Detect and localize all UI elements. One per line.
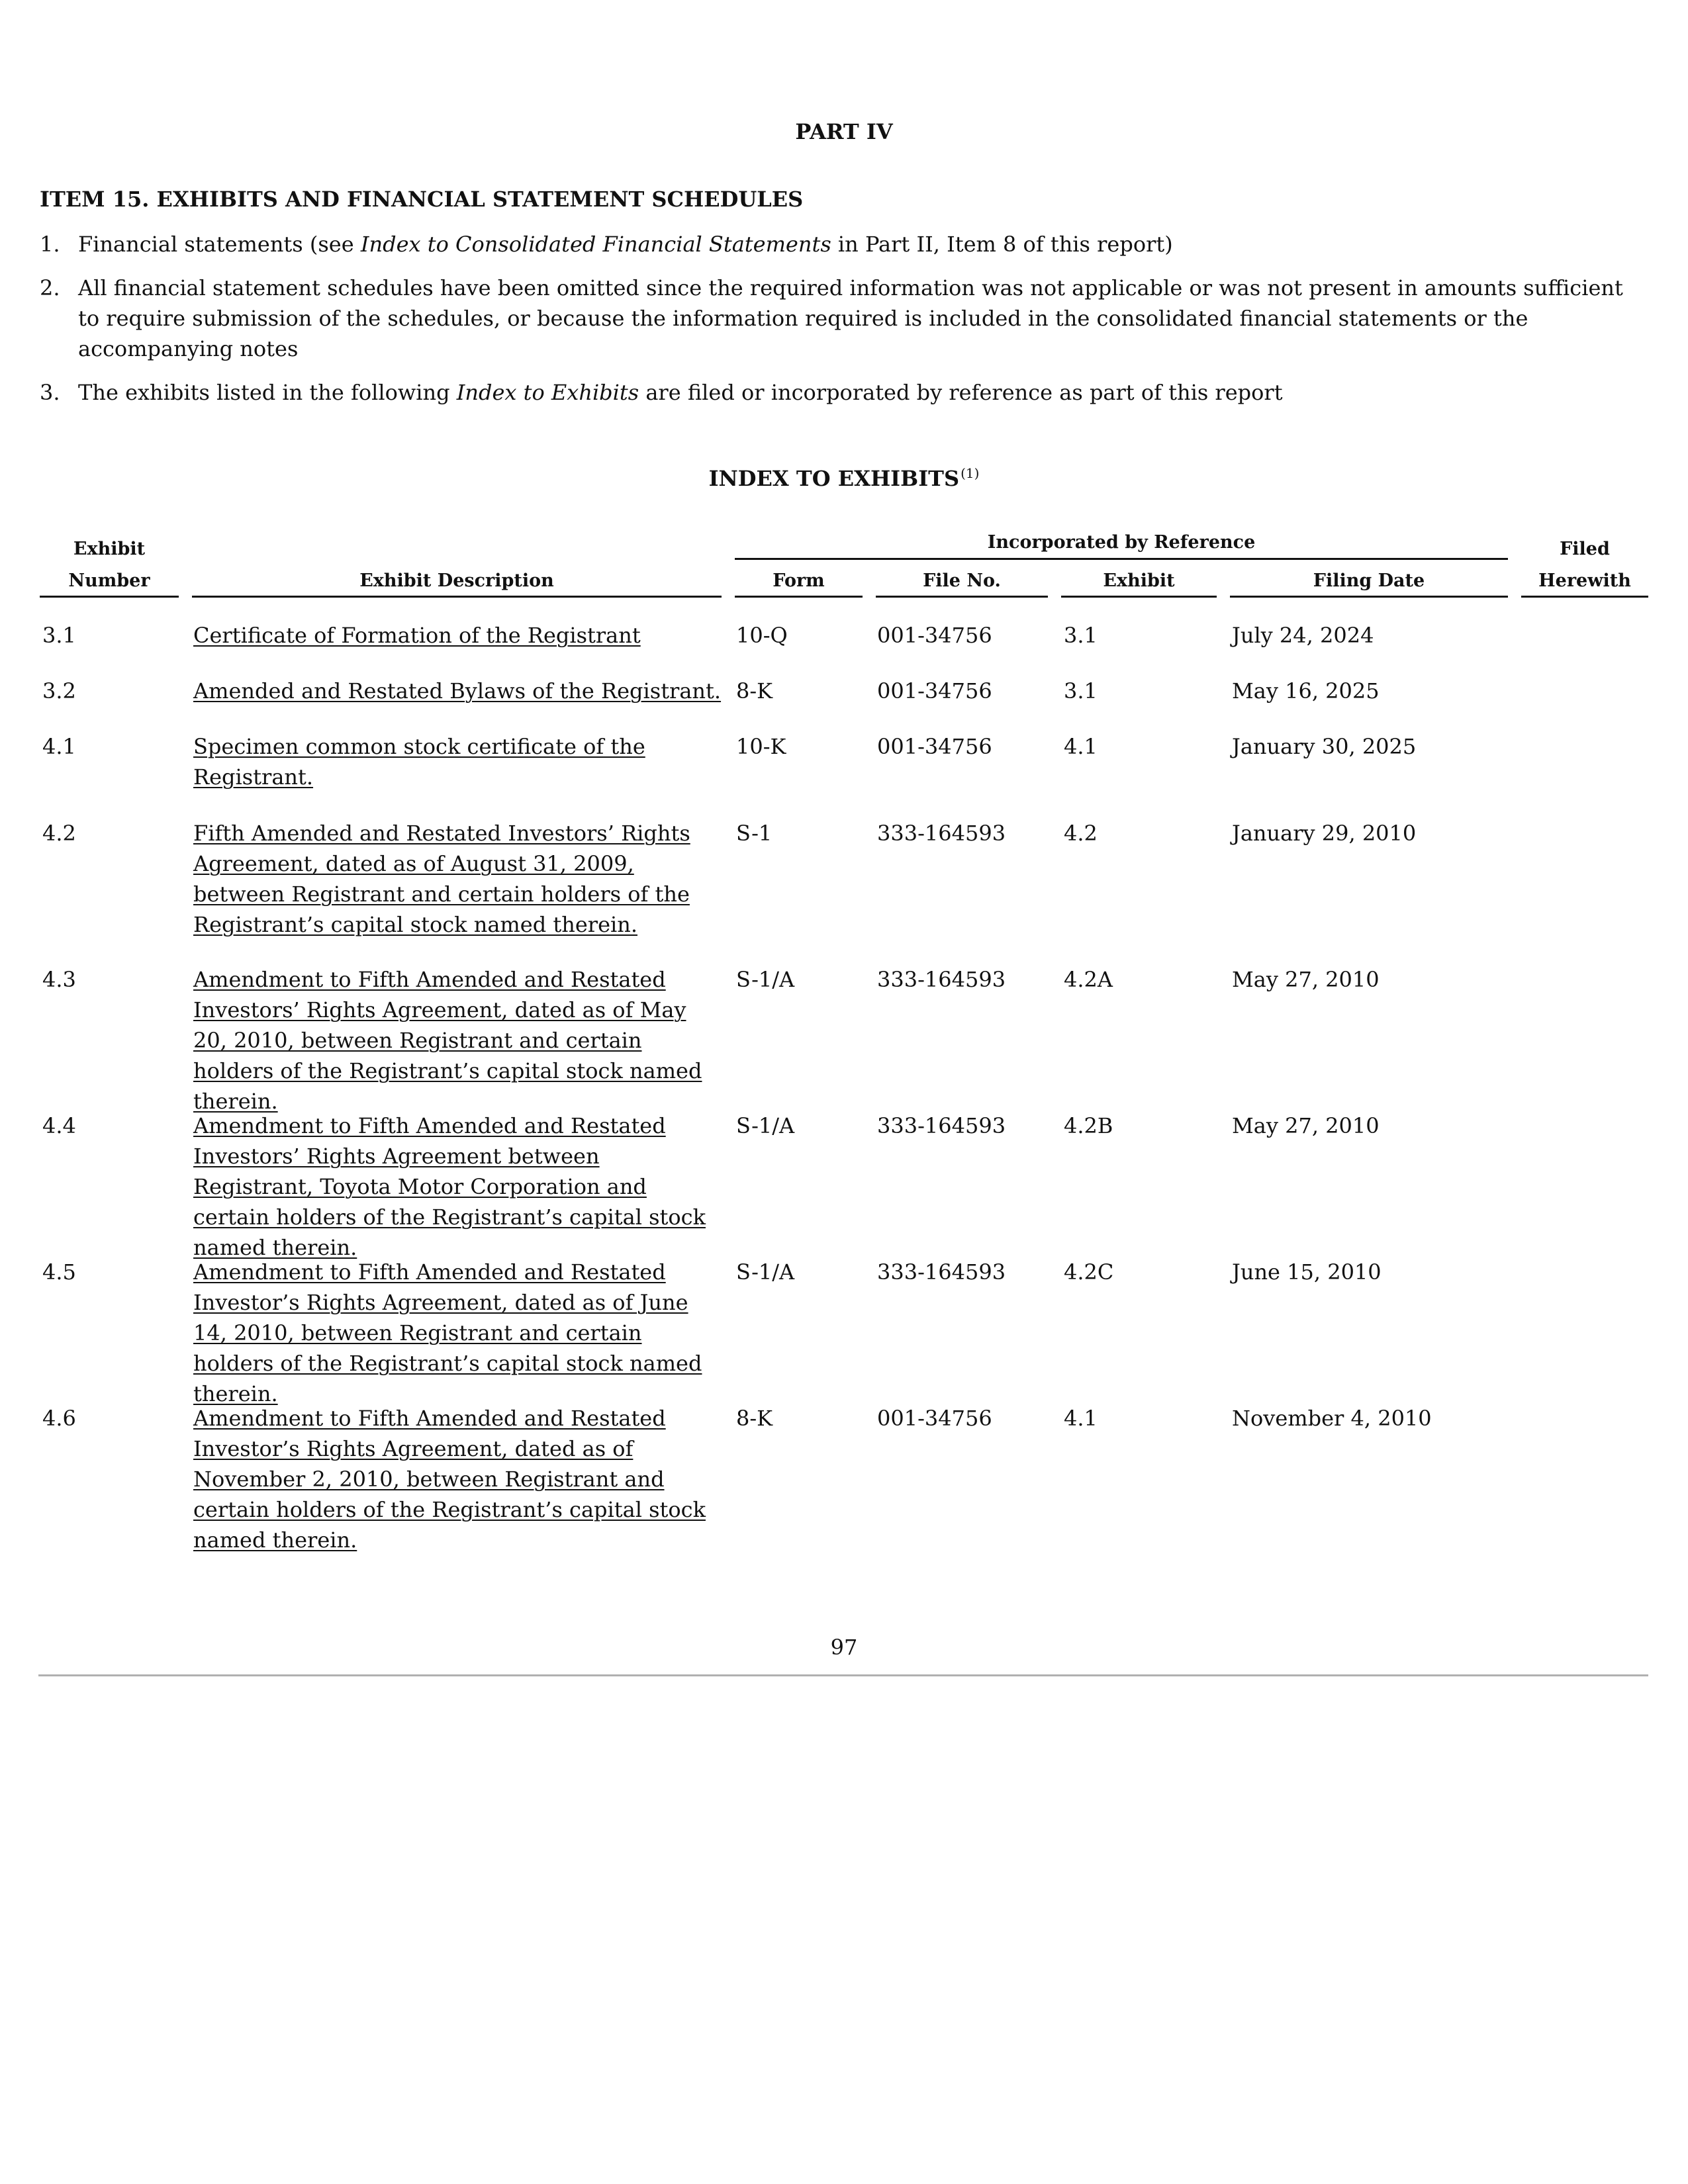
header-rule: [192, 596, 722, 598]
index-title-text: INDEX TO EXHIBITS: [708, 466, 960, 491]
file-no: 333-164593: [877, 1113, 1006, 1138]
exhibit-description-link[interactable]: Amendment to Fifth Amended and Restated Investor’s Rights Agreement, dated as of June 14, 2010, between Registrant and certain holders of the Registrant’s capital stock named therein.: [193, 1259, 702, 1406]
header-exhibit-number-line1: Exhibit: [73, 539, 146, 559]
exhibit-ref: 4.2: [1064, 821, 1098, 846]
list-item-text: All financial statement schedules have been omitted since the required information was not applicable or was not present in amounts sufficient to require submission of the schedules, or because the information required is included in the consolidated financial statements or the accompanying notes: [78, 275, 1623, 361]
list-item: [40, 229, 1642, 259]
header-exhibit: Exhibit: [1103, 570, 1175, 591]
exhibit-number: 4.4: [42, 1113, 76, 1138]
filing-date: July 24, 2024: [1232, 623, 1374, 648]
list-item-number: 2.: [40, 275, 60, 300]
filing-date: May 27, 2010: [1232, 1113, 1380, 1138]
numbered-list: [40, 229, 1642, 421]
header-rule: [1230, 596, 1508, 598]
page-number: 97: [830, 1635, 858, 1660]
footnote-marker: (1): [961, 465, 980, 482]
filing-date: January 30, 2025: [1232, 734, 1417, 759]
filing-date: May 16, 2025: [1232, 678, 1380, 704]
exhibit-ref: 4.2C: [1064, 1259, 1114, 1285]
file-no: 001-34756: [877, 1406, 992, 1431]
form: S-1/A: [736, 967, 795, 992]
exhibit-ref: 4.2A: [1064, 967, 1113, 992]
file-no: 001-34756: [877, 623, 992, 648]
exhibit-description-link[interactable]: Certificate of Formation of the Registrant: [193, 623, 641, 648]
file-no: 001-34756: [877, 678, 992, 704]
exhibit-ref: 4.2B: [1064, 1113, 1113, 1138]
exhibit-description-link[interactable]: Amendment to Fifth Amended and Restated Investors’ Rights Agreement, dated as of May 20, 2010, between Registrant and certain holders of the Registrant’s capital stock named therein.: [193, 967, 702, 1114]
part-title: PART IV: [795, 119, 893, 144]
exhibit-number: 4.5: [42, 1259, 76, 1285]
exhibit-number: 4.1: [42, 734, 76, 759]
form: 8-K: [736, 678, 773, 704]
file-no: 333-164593: [877, 821, 1006, 846]
exhibit-number: 4.2: [42, 821, 76, 846]
header-exhibit-number-line2: Number: [68, 570, 150, 591]
exhibit-description-link[interactable]: Specimen common stock certificate of the Registrant.: [193, 734, 645, 790]
form: 10-Q: [736, 623, 788, 648]
filing-date: November 4, 2010: [1232, 1406, 1432, 1431]
exhibit-description-link[interactable]: Amendment to Fifth Amended and Restated Investor’s Rights Agreement, dated as of November 2, 2010, between Registrant and certain holders of the Registrant’s capital stock named therein.: [193, 1406, 706, 1553]
header-form: Form: [773, 570, 825, 591]
file-no: 333-164593: [877, 1259, 1006, 1285]
list-item: [40, 273, 1642, 364]
exhibit-number: 4.3: [42, 967, 76, 992]
exhibit-description-link[interactable]: Fifth Amended and Restated Investors’ Rights Agreement, dated as of August 31, 2009, between Registrant and certain holders of the Registrant’s capital stock named therein.: [193, 821, 690, 937]
list-item-number: 1.: [40, 232, 60, 257]
form: 8-K: [736, 1406, 773, 1431]
exhibit-ref: 4.1: [1064, 734, 1098, 759]
list-item-text: The exhibits listed in the following: [78, 380, 457, 405]
exhibit-description-link[interactable]: Amended and Restated Bylaws of the Registrant.: [193, 678, 722, 704]
exhibit-ref: 3.1: [1064, 623, 1098, 648]
list-item-text-end: are filed or incorporated by reference as part of this report: [639, 380, 1283, 405]
form: 10-K: [736, 734, 786, 759]
header-filing-date: Filing Date: [1313, 570, 1425, 591]
list-item: [40, 377, 1642, 408]
header-file-no: File No.: [923, 570, 1001, 591]
list-item-text-end: in Part II, Item 8 of this report): [831, 232, 1173, 257]
file-no: 001-34756: [877, 734, 992, 759]
header-filed-line1: Filed: [1560, 539, 1610, 559]
header-rule: [1061, 596, 1217, 598]
form: S-1/A: [736, 1113, 795, 1138]
exhibit-description-link[interactable]: Amendment to Fifth Amended and Restated Investors’ Rights Agreement between Registrant, Toyota Motor Corporation and certain holders of the Registrant’s capital stock named therein.: [193, 1113, 706, 1260]
exhibit-number: 4.6: [42, 1406, 76, 1431]
list-item-text: Financial statements (see: [78, 232, 361, 257]
exhibit-number: 3.2: [42, 678, 76, 704]
filing-date: May 27, 2010: [1232, 967, 1380, 992]
list-item-italic: Index to Exhibits: [456, 380, 639, 405]
incorporated-rule: [735, 558, 1508, 560]
header-exhibit-description: Exhibit Description: [359, 570, 554, 591]
index-title: [0, 466, 1688, 491]
item-heading: ITEM 15. EXHIBITS AND FINANCIAL STATEMENT SCHEDULES: [40, 187, 804, 212]
filing-date: January 29, 2010: [1232, 821, 1417, 846]
exhibit-ref: 4.1: [1064, 1406, 1098, 1431]
header-rule: [40, 596, 179, 598]
list-item-number: 3.: [40, 380, 60, 405]
filing-date: June 15, 2010: [1232, 1259, 1382, 1285]
exhibit-ref: 3.1: [1064, 678, 1098, 704]
header-rule: [735, 596, 863, 598]
form: S-1/A: [736, 1259, 795, 1285]
form: S-1: [736, 821, 773, 846]
header-rule: [876, 596, 1048, 598]
header-incorporated-by-reference: Incorporated by Reference: [987, 532, 1256, 553]
file-no: 333-164593: [877, 967, 1006, 992]
footer-divider: [38, 1674, 1648, 1676]
list-item-italic: Index to Consolidated Financial Statements: [360, 232, 831, 257]
exhibit-number: 3.1: [42, 623, 76, 648]
header-rule: [1521, 596, 1648, 598]
header-filed-line2: Herewith: [1538, 570, 1631, 591]
